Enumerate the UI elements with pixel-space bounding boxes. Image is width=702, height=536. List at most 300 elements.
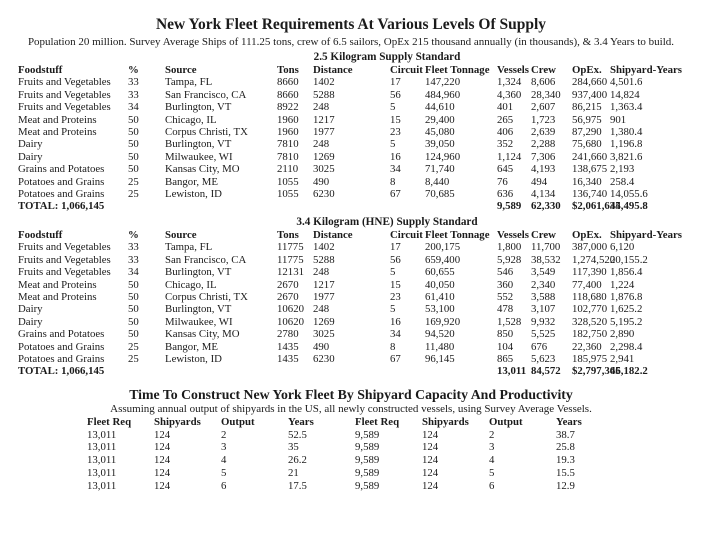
table-row — [87, 441, 623, 454]
cell-shipyard-years: 2,298.4 — [610, 340, 643, 353]
cell-circuit: 23 — [390, 126, 401, 139]
cell-fleet-tonnage: 44,610 — [425, 101, 455, 114]
cell: 4 — [489, 454, 495, 467]
table-row — [18, 114, 690, 126]
column-header-percent: % — [128, 228, 139, 241]
table-row — [18, 89, 690, 101]
cell-opex: 328,520 — [572, 315, 608, 328]
column-header-vessels: Vessels — [497, 64, 529, 76]
cell-shipyard-years: 1,196.8 — [610, 138, 643, 151]
cell-shipyard-years: 20,155.2 — [610, 253, 648, 266]
cell-tons: 1960 — [277, 126, 299, 139]
cell-percent: 50 — [128, 278, 139, 291]
cell-crew: 2,639 — [531, 126, 556, 139]
cell: 124 — [154, 428, 171, 441]
table-row — [18, 126, 690, 138]
cell-shipyard-years: 1,224 — [610, 278, 635, 291]
column-header-distance: Distance — [313, 228, 353, 241]
cell: 5 — [221, 466, 227, 479]
construction-subtitle: Assuming annual output of shipyards in the US, all newly constructed vessels, using Survey Average Vessels. — [110, 402, 592, 415]
cell-vessels: 104 — [497, 340, 514, 353]
cell-crew: 8,606 — [531, 76, 556, 89]
cell-distance: 1402 — [313, 241, 335, 254]
cell-distance: 1217 — [313, 278, 335, 291]
cell-foodstuff: Meat and Proteins — [18, 113, 97, 126]
cell-shipyard-years: 14,824 — [610, 88, 640, 101]
cell-source: Bangor, ME — [165, 175, 218, 188]
cell-crew: 11,700 — [531, 241, 561, 254]
cell: 6 — [489, 479, 495, 492]
cell-source: Lewiston, ID — [165, 188, 222, 201]
cell-opex: 87,290 — [572, 126, 602, 139]
cell-fleet-tonnage: 124,960 — [425, 150, 461, 163]
cell-crew: 2,288 — [531, 138, 556, 151]
cell-fleet-tonnage: 39,050 — [425, 138, 455, 151]
total-opex: $2,061,635 — [572, 200, 621, 213]
total-label: TOTAL: 1,066,145 — [18, 200, 105, 213]
cell-crew: 4,193 — [531, 163, 556, 176]
cell-foodstuff: Potatoes and Grains — [18, 352, 105, 365]
cell-percent: 25 — [128, 352, 139, 365]
cell-source: Burlington, VT — [165, 138, 232, 151]
cell-tons: 11775 — [277, 241, 304, 254]
cell: 2 — [221, 428, 227, 441]
cell-percent: 33 — [128, 88, 139, 101]
cell-distance: 1977 — [313, 290, 335, 303]
column-header-source: Source — [165, 64, 197, 76]
cell: 9,589 — [355, 479, 380, 492]
cell: 13,011 — [87, 428, 117, 441]
column-header-circuit: Circuit — [390, 228, 423, 241]
cell: 2 — [489, 428, 495, 441]
cell-source: Corpus Christi, TX — [165, 126, 248, 139]
cell-distance: 1269 — [313, 315, 335, 328]
table-row — [18, 303, 690, 315]
cell-opex: 1,274,520 — [572, 253, 616, 266]
cell-source: Lewiston, ID — [165, 352, 222, 365]
cell-foodstuff: Meat and Proteins — [18, 278, 97, 291]
cell-distance: 6230 — [313, 352, 335, 365]
cell: 19.3 — [556, 454, 575, 467]
cell-vessels: 478 — [497, 303, 514, 316]
cell-foodstuff: Potatoes and Grains — [18, 340, 105, 353]
cell-foodstuff: Fruits and Vegetables — [18, 253, 111, 266]
cell-opex: 102,770 — [572, 303, 608, 316]
column-header-fleet-tonnage: Fleet Tonnage — [425, 64, 490, 76]
cell: 124 — [422, 441, 439, 454]
table-row — [18, 353, 690, 365]
table-row — [18, 266, 690, 278]
cell-crew: 5,623 — [531, 352, 556, 365]
construction-section — [0, 386, 702, 493]
total-vessels: 9,589 — [497, 200, 522, 213]
cell-circuit: 15 — [390, 278, 401, 291]
cell-distance: 3025 — [313, 163, 335, 176]
cell-shipyard-years: 6,120 — [610, 241, 635, 254]
cell-fleet-tonnage: 60,655 — [425, 266, 455, 279]
table-row — [18, 188, 690, 200]
column-header-vessels: Vessels — [497, 228, 529, 241]
cell-circuit: 8 — [390, 175, 396, 188]
column-header-output-left: Output — [221, 415, 255, 428]
cell: 9,589 — [355, 466, 380, 479]
cell-shipyard-years: 1,380.4 — [610, 126, 643, 139]
cell-percent: 50 — [128, 290, 139, 303]
cell-percent: 33 — [128, 76, 139, 89]
cell-foodstuff: Meat and Proteins — [18, 126, 97, 139]
cell-crew: 9,932 — [531, 315, 556, 328]
cell-opex: 75,680 — [572, 138, 602, 151]
cell-tons: 1055 — [277, 188, 299, 201]
cell-foodstuff: Potatoes and Grains — [18, 188, 105, 201]
cell-shipyard-years: 1,876.8 — [610, 290, 643, 303]
cell-opex: 138,675 — [572, 163, 608, 176]
cell-circuit: 16 — [390, 315, 401, 328]
column-header-shipyards-left: Shipyards — [154, 415, 201, 428]
cell-tons: 1960 — [277, 113, 299, 126]
cell-fleet-tonnage: 169,920 — [425, 315, 461, 328]
table-row — [18, 151, 690, 163]
cell-opex: 387,000 — [572, 241, 608, 254]
cell-circuit: 5 — [390, 138, 396, 151]
cell-source: Chicago, IL — [165, 113, 217, 126]
cell-shipyard-years: 258.4 — [610, 175, 635, 188]
cell: 25.8 — [556, 441, 575, 454]
cell-vessels: 401 — [497, 101, 514, 114]
cell-circuit: 5 — [390, 101, 396, 114]
cell-source: Burlington, VT — [165, 266, 232, 279]
cell: 124 — [422, 479, 439, 492]
total-opex: $2,797,365 — [572, 365, 621, 378]
table-row — [18, 163, 690, 175]
cell-shipyard-years: 1,625.2 — [610, 303, 643, 316]
cell-source: Kansas City, MO — [165, 163, 240, 176]
cell-tons: 1055 — [277, 175, 299, 188]
cell-tons: 8922 — [277, 101, 299, 114]
cell-circuit: 16 — [390, 150, 401, 163]
cell-foodstuff: Fruits and Vegetables — [18, 241, 111, 254]
table-row — [87, 429, 623, 442]
total-label: TOTAL: 1,066,145 — [18, 365, 105, 378]
cell-foodstuff: Grains and Potatoes — [18, 163, 105, 176]
cell: 9,589 — [355, 454, 380, 467]
cell-opex: 22,360 — [572, 340, 602, 353]
cell-crew: 7,306 — [531, 150, 556, 163]
cell-tons: 12131 — [277, 266, 304, 279]
column-header-percent: % — [128, 64, 139, 76]
cell-crew: 2,340 — [531, 278, 556, 291]
cell-vessels: 406 — [497, 126, 514, 139]
cell-percent: 50 — [128, 315, 139, 328]
column-header-fleet-req-right: Fleet Req — [355, 415, 400, 428]
construction-table — [87, 416, 623, 493]
table-row — [18, 138, 690, 150]
cell-source: Milwaukee, WI — [165, 315, 233, 328]
table-row — [18, 279, 690, 291]
cell: 13,011 — [87, 479, 117, 492]
column-header-distance: Distance — [313, 64, 353, 76]
cell-circuit: 34 — [390, 328, 401, 341]
cell: 6 — [221, 479, 227, 492]
cell-foodstuff: Potatoes and Grains — [18, 175, 105, 188]
column-header-fleet-req-left: Fleet Req — [87, 415, 132, 428]
cell: 17.5 — [288, 479, 307, 492]
cell: 124 — [422, 428, 439, 441]
cell-opex: 117,390 — [572, 266, 607, 279]
total-shipyard-years: 44,495.8 — [610, 200, 648, 213]
cell-source: Burlington, VT — [165, 101, 232, 114]
cell-distance: 248 — [313, 101, 330, 114]
cell-circuit: 5 — [390, 266, 396, 279]
cell-fleet-tonnage: 61,410 — [425, 290, 455, 303]
cell-crew: 3,107 — [531, 303, 556, 316]
cell-tons: 1435 — [277, 340, 299, 353]
cell-vessels: 4,360 — [497, 88, 522, 101]
cell-crew: 38,532 — [531, 253, 561, 266]
cell-fleet-tonnage: 8,440 — [425, 175, 450, 188]
cell-percent: 34 — [128, 266, 139, 279]
total-vessels: 13,011 — [497, 365, 527, 378]
column-header-circuit: Circuit — [390, 64, 423, 76]
cell-fleet-tonnage: 70,685 — [425, 188, 455, 201]
cell-vessels: 265 — [497, 113, 514, 126]
cell-circuit: 8 — [390, 340, 396, 353]
cell-source: Milwaukee, WI — [165, 150, 233, 163]
supply-section-3-4kg — [0, 216, 702, 378]
cell-vessels: 1,800 — [497, 241, 522, 254]
cell: 124 — [422, 454, 439, 467]
column-header-crew: Crew — [531, 64, 556, 76]
cell-percent: 33 — [128, 253, 139, 266]
cell-shipyard-years: 14,055.6 — [610, 188, 648, 201]
cell-foodstuff: Dairy — [18, 315, 43, 328]
cell-fleet-tonnage: 11,480 — [425, 340, 455, 353]
cell-vessels: 645 — [497, 163, 514, 176]
supply-header-row — [18, 64, 690, 76]
cell-vessels: 76 — [497, 175, 508, 188]
cell-percent: 34 — [128, 101, 139, 114]
cell-source: Chicago, IL — [165, 278, 217, 291]
cell-circuit: 67 — [390, 188, 401, 201]
cell-tons: 8660 — [277, 76, 299, 89]
page-subtitle: Population 20 million. Survey Average Ships of 111.25 tons, crew of 6.5 sailors, OpEx 215 thousand annually (in thousands), & 3.4 Years to build. — [27, 36, 675, 48]
cell-crew: 28,340 — [531, 88, 561, 101]
cell-opex: 136,740 — [572, 188, 608, 201]
cell-opex: 56,975 — [572, 113, 602, 126]
cell: 35 — [288, 441, 299, 454]
cell-foodstuff: Dairy — [18, 138, 43, 151]
cell-percent: 50 — [128, 163, 139, 176]
cell-source: San Francisco, CA — [165, 88, 247, 101]
cell-source: Tampa, FL — [165, 76, 213, 89]
cell: 38.7 — [556, 428, 575, 441]
cell-percent: 50 — [128, 113, 139, 126]
total-row — [18, 365, 690, 377]
cell-source: Bangor, ME — [165, 340, 218, 353]
cell: 5 — [489, 466, 495, 479]
cell-crew: 676 — [531, 340, 548, 353]
cell: 9,589 — [355, 441, 380, 454]
cell-tons: 11775 — [277, 253, 304, 266]
cell-source: Kansas City, MO — [165, 328, 240, 341]
section-heading: 3.4 Kilogram (HNE) Supply Standard — [296, 215, 478, 228]
cell-distance: 1269 — [313, 150, 335, 163]
cell-fleet-tonnage: 147,220 — [425, 76, 461, 89]
cell-tons: 2110 — [277, 163, 299, 176]
cell-fleet-tonnage: 200,175 — [425, 241, 461, 254]
cell-circuit: 56 — [390, 253, 401, 266]
cell-percent: 25 — [128, 175, 139, 188]
column-header-foodstuff: Foodstuff — [18, 64, 63, 76]
supply-table-3-4kg — [18, 229, 690, 378]
cell-tons: 10620 — [277, 315, 304, 328]
cell-shipyard-years: 901 — [610, 113, 627, 126]
cell-circuit: 17 — [390, 241, 401, 254]
cell-distance: 248 — [313, 138, 330, 151]
construction-header-row — [87, 416, 623, 429]
cell-fleet-tonnage: 45,080 — [425, 126, 455, 139]
column-header-opex: OpEx. — [572, 64, 602, 76]
cell: 26.2 — [288, 454, 307, 467]
cell-foodstuff: Fruits and Vegetables — [18, 266, 111, 279]
cell-crew: 2,607 — [531, 101, 556, 114]
cell-tons: 2670 — [277, 278, 299, 291]
cell-source: San Francisco, CA — [165, 253, 247, 266]
column-header-foodstuff: Foodstuff — [18, 228, 63, 241]
cell-source: Corpus Christi, TX — [165, 290, 248, 303]
cell-shipyard-years: 2,890 — [610, 328, 635, 341]
column-header-years-left: Years — [288, 415, 314, 428]
cell-percent: 50 — [128, 150, 139, 163]
cell-tons: 2670 — [277, 290, 299, 303]
cell-shipyard-years: 4,501.6 — [610, 76, 643, 89]
cell-opex: 241,660 — [572, 150, 608, 163]
cell-vessels: 360 — [497, 278, 514, 291]
cell-fleet-tonnage: 96,145 — [425, 352, 455, 365]
cell-shipyard-years: 3,821.6 — [610, 150, 643, 163]
table-row — [87, 480, 623, 493]
cell-shipyard-years: 1,856.4 — [610, 266, 643, 279]
column-header-source: Source — [165, 228, 197, 241]
cell-shipyard-years: 5,195.2 — [610, 315, 643, 328]
cell: 124 — [154, 466, 171, 479]
cell-vessels: 1,124 — [497, 150, 522, 163]
column-header-crew: Crew — [531, 228, 556, 241]
cell-fleet-tonnage: 40,050 — [425, 278, 455, 291]
total-shipyard-years: 46,182.2 — [610, 365, 648, 378]
cell-distance: 490 — [313, 175, 330, 188]
cell: 3 — [489, 441, 495, 454]
cell-foodstuff: Grains and Potatoes — [18, 328, 105, 341]
cell-percent: 50 — [128, 303, 139, 316]
cell: 124 — [422, 466, 439, 479]
cell-vessels: 352 — [497, 138, 514, 151]
cell: 3 — [221, 441, 227, 454]
column-header-shipyards-right: Shipyards — [422, 415, 469, 428]
cell: 124 — [154, 441, 171, 454]
cell: 13,011 — [87, 454, 117, 467]
cell-tons: 8660 — [277, 88, 299, 101]
cell-crew: 4,134 — [531, 188, 556, 201]
total-crew: 62,330 — [531, 200, 561, 213]
cell-percent: 33 — [128, 241, 139, 254]
cell-foodstuff: Fruits and Vegetables — [18, 76, 111, 89]
cell-fleet-tonnage: 659,400 — [425, 253, 461, 266]
cell: 9,589 — [355, 428, 380, 441]
column-header-tons: Tons — [277, 64, 299, 76]
construction-title: Time To Construct New York Fleet By Shipyard Capacity And Productivity — [129, 386, 573, 402]
cell-circuit: 15 — [390, 113, 401, 126]
cell-fleet-tonnage: 71,740 — [425, 163, 455, 176]
cell: 21 — [288, 466, 299, 479]
cell-shipyard-years: 2,193 — [610, 163, 635, 176]
cell-opex: 284,660 — [572, 76, 608, 89]
cell: 124 — [154, 454, 171, 467]
cell-opex: 16,340 — [572, 175, 602, 188]
total-crew: 84,572 — [531, 365, 561, 378]
supply-section-2-5kg — [0, 51, 702, 213]
table-row — [18, 316, 690, 328]
cell-opex: 182,750 — [572, 328, 608, 341]
column-header-output-right: Output — [489, 415, 523, 428]
cell-opex: 86,215 — [572, 101, 602, 114]
cell-fleet-tonnage: 484,960 — [425, 88, 461, 101]
cell-circuit: 56 — [390, 88, 401, 101]
cell-percent: 25 — [128, 188, 139, 201]
table-row — [18, 254, 690, 266]
cell-distance: 490 — [313, 340, 330, 353]
cell-crew: 3,588 — [531, 290, 556, 303]
table-row — [18, 241, 690, 253]
cell-vessels: 865 — [497, 352, 514, 365]
table-row — [18, 291, 690, 303]
cell-foodstuff: Fruits and Vegetables — [18, 88, 111, 101]
cell-shipyard-years: 2,941 — [610, 352, 635, 365]
total-row — [18, 200, 690, 212]
cell: 124 — [154, 479, 171, 492]
cell-source: Burlington, VT — [165, 303, 232, 316]
cell-circuit: 17 — [390, 76, 401, 89]
table-row — [18, 328, 690, 340]
cell-tons: 7810 — [277, 150, 299, 163]
table-row — [18, 176, 690, 188]
cell-fleet-tonnage: 53,100 — [425, 303, 455, 316]
cell-vessels: 546 — [497, 266, 514, 279]
cell-percent: 50 — [128, 328, 139, 341]
cell-foodstuff: Meat and Proteins — [18, 290, 97, 303]
cell-circuit: 23 — [390, 290, 401, 303]
cell-circuit: 5 — [390, 303, 396, 316]
cell-opex: 937,400 — [572, 88, 608, 101]
cell-opex: 118,680 — [572, 290, 607, 303]
column-header-tons: Tons — [277, 228, 299, 241]
cell-distance: 5288 — [313, 253, 335, 266]
cell-circuit: 67 — [390, 352, 401, 365]
table-row — [87, 454, 623, 467]
cell: 13,011 — [87, 466, 117, 479]
cell-tons: 1435 — [277, 352, 299, 365]
cell-distance: 6230 — [313, 188, 335, 201]
cell-shipyard-years: 1,363.4 — [610, 101, 643, 114]
cell-vessels: 636 — [497, 188, 514, 201]
cell-opex: 185,975 — [572, 352, 608, 365]
column-header-shipyard-years: Shipyard-Years — [610, 64, 682, 76]
cell-tons: 10620 — [277, 303, 304, 316]
section-heading: 2.5 Kilogram Supply Standard — [313, 51, 461, 63]
cell-distance: 248 — [313, 303, 330, 316]
cell-distance: 1977 — [313, 126, 335, 139]
table-row — [18, 341, 690, 353]
